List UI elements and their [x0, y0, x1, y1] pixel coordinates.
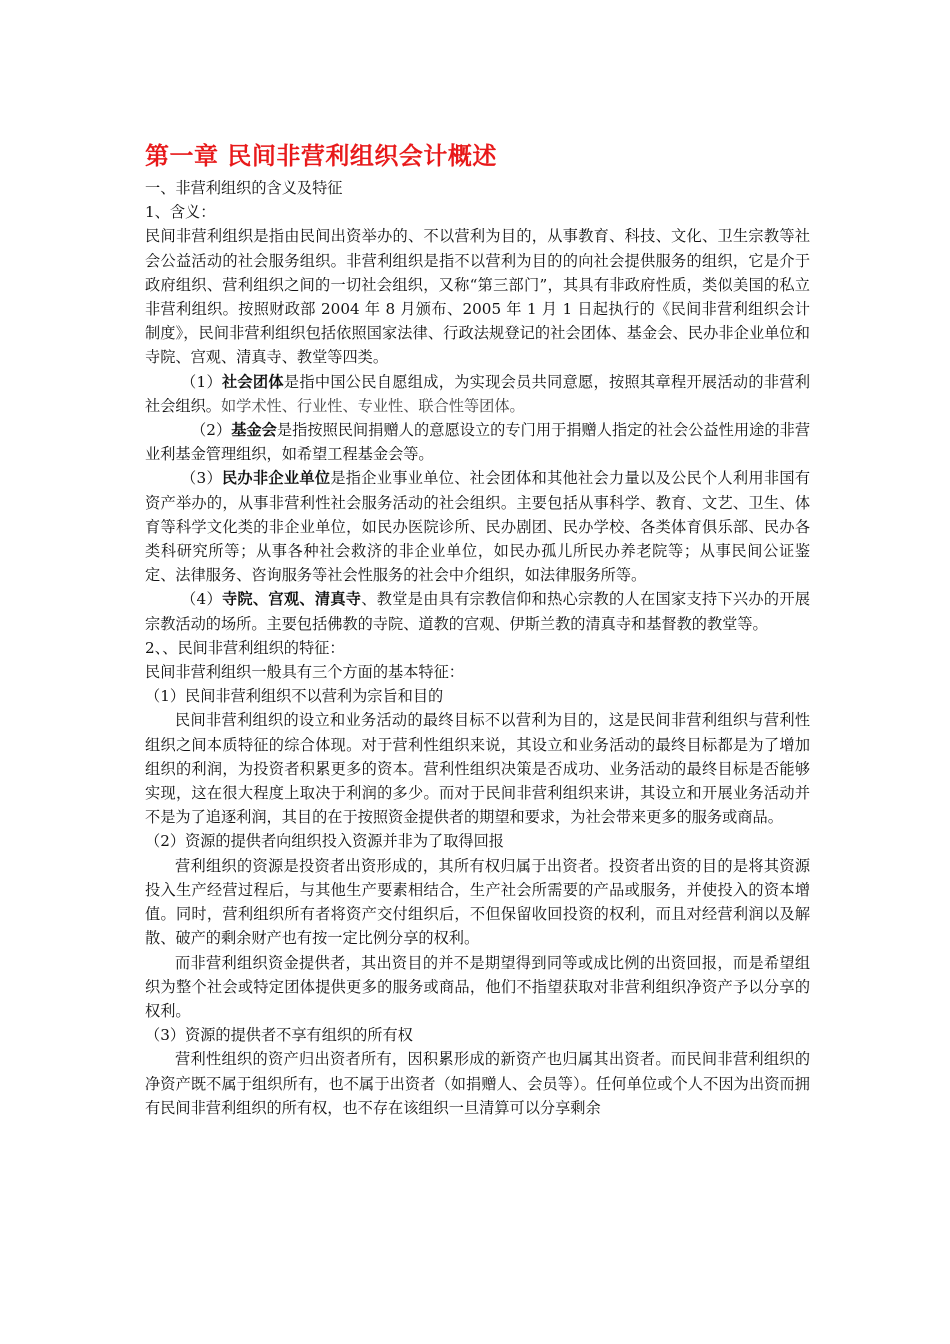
item-number: （1）	[181, 372, 222, 391]
term-description: 是指企业事业单位、社会团体和其他社会力量以及公民个人利用非国有资产举办的，从事非营利性社会服务活动的社会组织。主要包括从事科学、教育、文艺、卫生、体育等科学文化类的非企业单位，如民办医院诊所、民办剧团、民办学校、各类体育俱乐部、民办各类科研究所等；从事各种社会救济的非企业单位，如民办孤儿所民办养老院等；从事民间公证鉴定、法律服务、咨询服务等社会性服务的社会中介组织，如法律服务所等。	[145, 469, 811, 585]
paragraph-features-intro: 民间非营利组织一般具有三个方面的基本特征：	[145, 663, 464, 682]
chapter-title: 第一章 民间非营利组织会计概述	[145, 141, 497, 170]
paragraph-private-non-enterprise	[145, 466, 810, 587]
item-number: （2）	[191, 421, 232, 440]
item-number: （4）	[181, 590, 222, 609]
term-examples: 如学术性、行业性、专业性、联合性等团体。	[220, 396, 525, 415]
paragraph-religious-sites	[145, 587, 810, 635]
section-heading: 一、非营利组织的含义及特征	[145, 179, 343, 197]
feature-heading-1: （1）民间非营利组织不以营利为宗旨和目的	[145, 687, 444, 706]
feature-text-2b: 而非营利组织资金提供者，其出资目的并不是期望得到同等或成比例的出资回报，而是希望组织为整个社会或特定团体提供更多的服务或商品，他们不指望获取对非营利组织净资产予以分享的权利。	[145, 953, 810, 1020]
paragraph-definition: 民间非营利组织是指由民间出资举办的、不以营利为目的，从事教育、科技、文化、卫生宗教等社会公益活动的社会服务组织。非营利组织是指不以营利为目的的向社会提供服务的组织，它是介于政府组织、营利组织之间的一切社会组织，又称“第三部门”，其具有非政府性质，类似美国的私立非营利组织。按照财政部 2004 年 8 月颁布、2005 年 1 月 1 日起执行的《民间非营利组织会计制度》，民间非营利组织包括依照国家法律、行政法规登记的社会团体、基金会、民办非企业单位和寺院、宫观、清真寺、教堂等四类。	[145, 227, 810, 367]
term-description: 、教堂是由具有宗教信仰和热心宗教的人在国家支持下兴办的开展宗教活动的场所。主要包括佛教的寺院、道教的宫观、伊斯兰教的清真寺和基督教的教堂等。	[145, 590, 811, 633]
paragraph-social-groups	[145, 370, 810, 418]
term-social-groups: 社会团体	[221, 372, 284, 391]
item-number: （3）	[181, 469, 222, 488]
subsection-heading: 2、、民间非营利组织的特征：	[145, 638, 345, 657]
term-description: 是指按照民间捐赠人的意愿设立的专门用于捐赠人指定的社会公益性用途的非营业利基金管理组织，如希望工程基金会等。	[145, 421, 811, 464]
term-religious-sites: 寺院、宫观、清真寺	[221, 590, 362, 609]
feature-heading-2: （2）资源的提供者向组织投入资源并非为了取得回报	[145, 832, 504, 851]
feature-text-1: 民间非营利组织的设立和业务活动的最终目标不以营利为目的，这是民间非营利组织与营利性组织之间本质特征的综合体现。对于营利性组织来说，其设立和业务活动的最终目标都是为了增加组织的利润，为投资者积累更多的资本。营利性组织决策是否成功、业务活动的最终目标是否能够实现，这在很大程度上取决于利润的多少。而对于民间非营利组织来讲，其设立和开展业务活动并不是为了追逐利润，其目的在于按照资金提供者的期望和要求，为社会带来更多的服务或商品。	[145, 711, 810, 827]
feature-text-2a: 营利组织的资源是投资者出资形成的，其所有权归属于出资者。投资者出资的目的是将其资源投入生产经营过程后，与其他生产要素相结合，生产社会所需要的产品或服务，并使投入的资本增值。同时，营利组织所有者将资产交付组织后，不但保留收回投资的权利，而且对经营利润以及解散、破产的剩余财产也有按一定比例分享的权利。	[145, 856, 810, 948]
paragraph-foundations	[145, 418, 810, 466]
term-description: 是指中国公民自愿组成，为实现会员共同意愿，按照其章程开展活动的非营利社会组织。	[145, 372, 811, 415]
feature-text-3: 营利性组织的资产归出资者所有，因积累形成的新资产也归属其出资者。而民间非营利组织的净资产既不属于组织所有，也不属于出资者（如捐赠人、会员等）。任何单位或个人不因为出资而拥有民间非营利组织的所有权，也不存在该组织一旦清算可以分享剩余	[145, 1050, 810, 1117]
term-private-non-enterprise: 民办非企业单位	[221, 469, 331, 488]
subsection-heading: 1、含义：	[145, 203, 216, 222]
document-body	[145, 176, 810, 1120]
term-foundations: 基金会	[231, 421, 277, 440]
feature-heading-3: （3）资源的提供者不享有组织的所有权	[145, 1026, 413, 1045]
